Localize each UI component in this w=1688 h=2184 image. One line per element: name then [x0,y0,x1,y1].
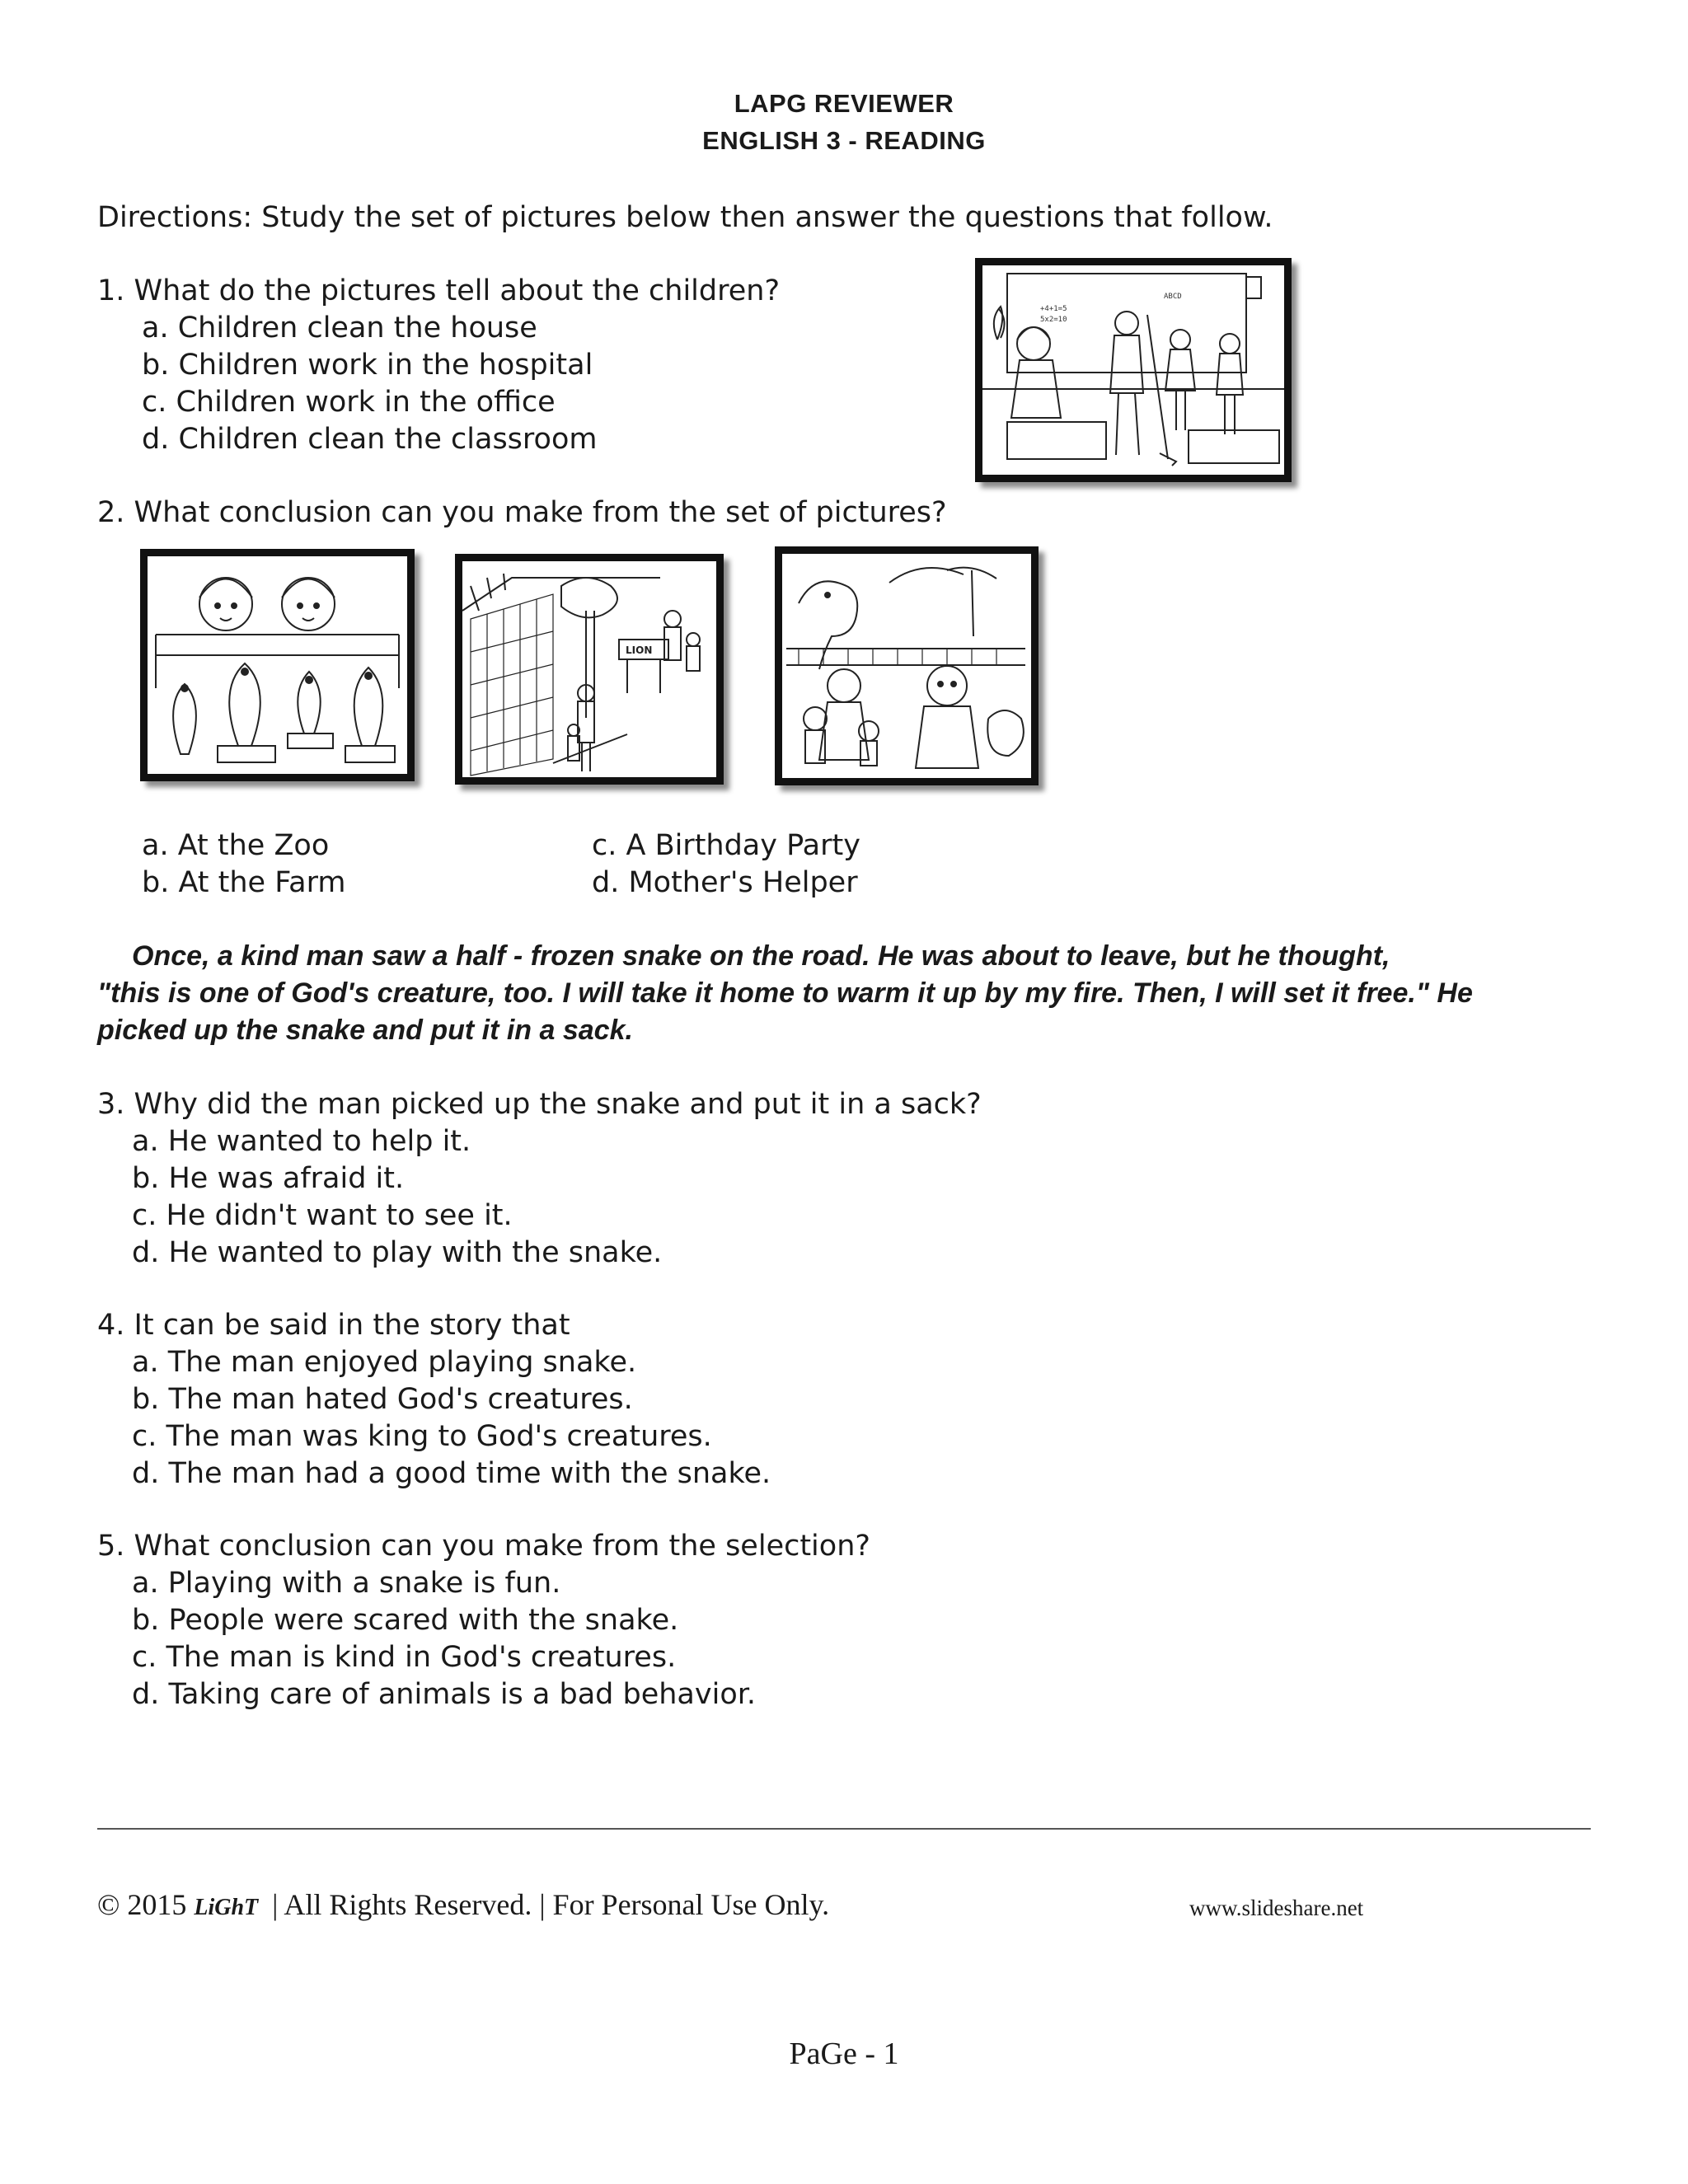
question-3-option-d: d. He wanted to play with the snake. [132,1236,663,1269]
question-3-option-c: c. He didn't want to see it. [132,1199,513,1232]
directions-text: Directions: Study the set of pictures below then answer the questions that follow. [97,201,1273,234]
svg-text:+4+1=5: +4+1=5 [1040,305,1067,313]
passage-line-1-text: Once, a kind man saw a half - frozen snake on the road. He was about to leave, but he thought, [132,940,1390,972]
question-4-text: 4. It can be said in the story that [97,1309,570,1342]
question-5-option-a: a. Playing with a snake is fun. [132,1567,561,1600]
question-2-option-d: d. Mother's Helper [592,866,858,899]
footer-divider [97,1828,1591,1830]
passage-line-1 [97,938,1597,975]
question-1-text: 1. What do the pictures tell about the children? [97,274,781,307]
passage-line-3: picked up the snake and put it in a sack. [97,1015,633,1046]
question-2-option-a: a. At the Zoo [142,829,330,862]
question-4-option-c: c. The man was king to God's creatures. [132,1420,712,1453]
question-5-text: 5. What conclusion can you make from the selection? [97,1530,870,1563]
page-title: LAPG REVIEWER [734,89,954,118]
rights-text: | All Rights Reserved. | For Personal Use Only. [272,1888,830,1921]
question-5-option-c: c. The man is kind in God's creatures. [132,1641,677,1674]
classroom-cleaning-picture [975,258,1292,482]
brand-text: LiGhT [194,1895,259,1920]
question-1-option-c: c. Children work in the office [142,386,556,419]
passage-line-2: "this is one of God's creature, too. I will take it home to warm it up by my fire. Then, I will set it free." He [97,977,1473,1009]
question-3-option-b: b. He was afraid it. [132,1162,405,1195]
question-4-option-a: a. The man enjoyed playing snake. [132,1346,637,1379]
copyright-text: © 2015 [97,1888,187,1921]
page-subtitle: ENGLISH 3 - READING [702,126,986,155]
penguins-picture [140,549,415,781]
question-2-option-b: b. At the Farm [142,866,346,899]
svg-text:5x2=10: 5x2=10 [1040,316,1067,324]
question-4-option-d: d. The man had a good time with the snake. [132,1457,771,1490]
lion-sign-text: LION [626,644,653,656]
reading-passage [97,938,1597,1049]
zoo-family-picture [775,546,1039,785]
question-4-option-b: b. The man hated God's creatures. [132,1383,633,1416]
question-2-option-c: c. A Birthday Party [592,829,860,862]
website-link[interactable]: www.slideshare.net [1189,1896,1364,1920]
question-2-text: 2. What conclusion can you make from the set of pictures? [97,496,947,529]
copyright-line [97,1887,829,1922]
question-1-option-a: a. Children clean the house [142,312,537,344]
question-3-text: 3. Why did the man picked up the snake and put it in a sack? [97,1088,982,1121]
svg-text:ABCD: ABCD [1164,293,1182,301]
question-1-option-b: b. Children work in the hospital [142,349,593,382]
question-5-option-d: d. Taking care of animals is a bad behavior. [132,1678,757,1711]
question-1-option-d: d. Children clean the classroom [142,423,598,456]
page-number: PaGe - 1 [789,2036,899,2071]
question-3-option-a: a. He wanted to help it. [132,1125,471,1158]
lion-enclosure-picture [455,554,724,785]
question-5-option-b: b. People were scared with the snake. [132,1604,679,1637]
